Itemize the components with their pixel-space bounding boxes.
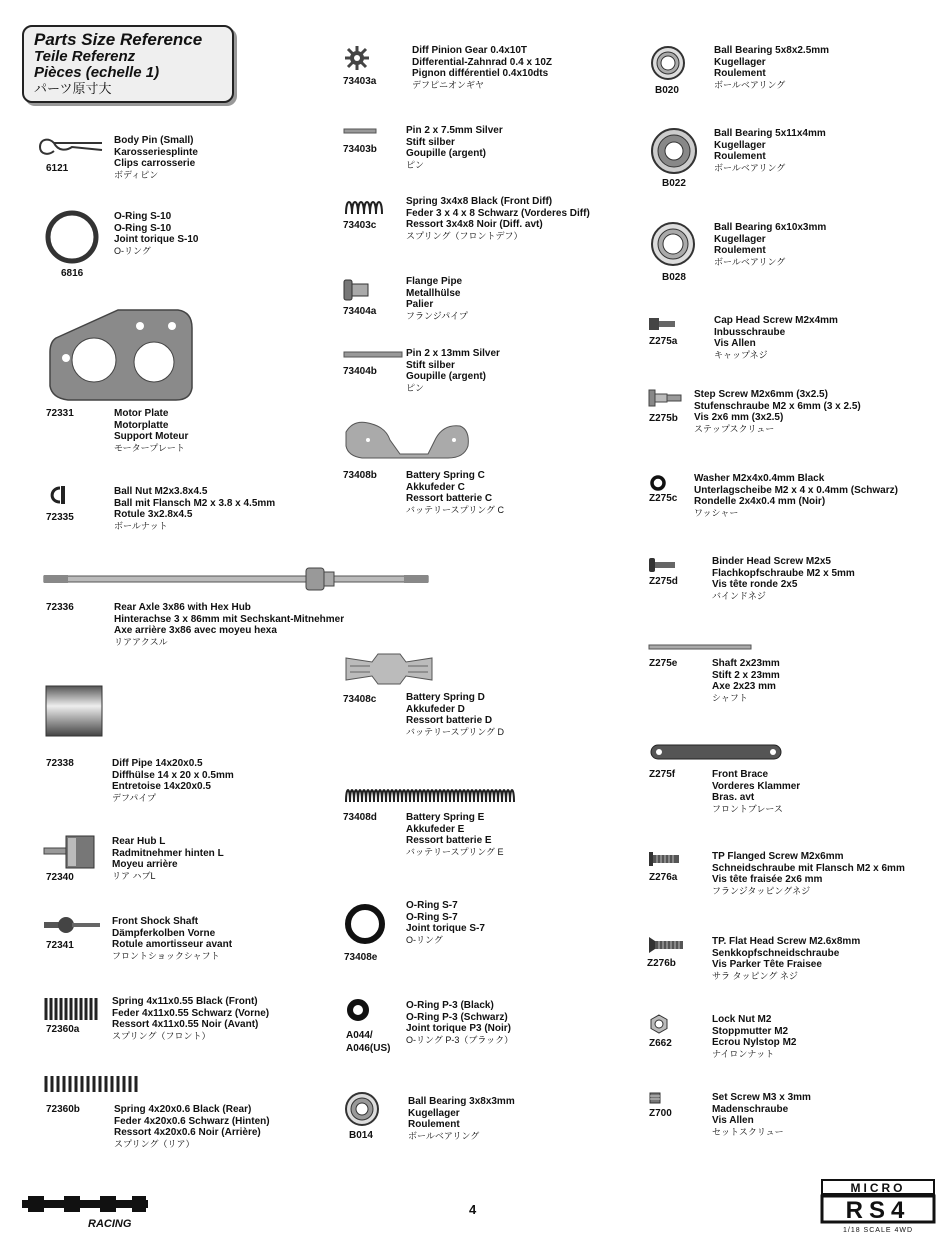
part-code: 73404b (343, 366, 377, 377)
battery-spring-d-icon (344, 652, 434, 686)
part-code: Z275e (649, 658, 678, 669)
part-code: 72338 (46, 758, 74, 769)
part-code: 72360b (46, 1104, 80, 1115)
part-description: Flange Pipe Metallhülse Palier フランジパイプ (406, 276, 468, 321)
part-code: 72336 (46, 602, 74, 613)
shaft-icon (649, 644, 753, 650)
spring-rear-icon (44, 1074, 140, 1094)
part-code: 73403a (343, 76, 377, 87)
part-code: Z275b (649, 413, 678, 424)
part-code: Z275a (649, 336, 678, 347)
part-description: Cap Head Screw M2x4mm Inbusschraube Vis Allen キャップネジ (714, 315, 838, 360)
o-ring-s7-icon (343, 902, 387, 946)
rear-hub-icon (44, 834, 96, 870)
washer-icon (649, 474, 667, 492)
part-code: Z276b (647, 958, 676, 969)
front-shock-shaft-icon (44, 914, 102, 936)
part-code: 72340 (46, 872, 74, 883)
part-description: Motor Plate Motorplatte Support Moteur モータープレート (114, 408, 189, 453)
part-description: Spring 4x11x0.55 Black (Front) Feder 4x11x0.55 Schwarz (Vorne) Ressort 4x11x0.55 Noir (Avant) スプリング（フロント） (112, 996, 270, 1041)
part-description: Pin 2 x 7.5mm Silver Stift silber Goupille (argent) ピン (406, 125, 503, 170)
page-number: 4 (469, 1202, 477, 1217)
diff-pipe-icon (44, 684, 104, 738)
part-description: Binder Head Screw M2x5 Flachkopfschraube M2 x 5mm Vis tête ronde 2x5 バインドネジ (712, 556, 855, 601)
svg-text:MICRO: MICRO (850, 1181, 906, 1195)
diff-spring-icon (344, 198, 386, 216)
part-code: 72331 (46, 408, 74, 419)
part-code: B022 (662, 178, 686, 189)
part-code: 73403b (343, 144, 377, 155)
part-code: B028 (662, 272, 686, 283)
part-description: Diff Pinion Gear 0.4x10T Differential-Zahnrad 0.4 x 10Z Pignon différentiel 0.4x10dts デフピニオンギヤ (412, 45, 553, 90)
part-code: B014 (349, 1130, 373, 1141)
pin-long-icon (344, 351, 404, 359)
svg-text:1/18 SCALE 4WD: 1/18 SCALE 4WD (842, 1227, 914, 1234)
tp-flanged-screw-icon (649, 852, 681, 866)
part-description: Ball Nut M2x3.8x4.5 Ball mit Flansch M2 x 3.8 x 4.5mm Rotule 3x2.8x4.5 ボールナット (114, 486, 276, 531)
motor-plate-icon (46, 306, 194, 402)
part-description: Battery Spring C Akkufeder C Ressort batterie C バッテリースプリング C (406, 470, 505, 515)
ball-nut-icon (46, 485, 68, 505)
cap-head-screw-icon (649, 318, 677, 330)
step-screw-icon (649, 390, 683, 406)
part-code: 73408e (344, 952, 378, 963)
part-code: 6121 (46, 163, 69, 174)
part-description: TP Flanged Screw M2x6mm Schneidschraube mit Flansch M2 x 6mm Vis tête fraisée 2x6 mm フランジタッピングネジ (712, 851, 905, 896)
part-description: O-Ring S-10 O-Ring S-10 Joint torique S-10 O-リング (114, 211, 199, 256)
part-description: Rear Hub L Radmitnehmer hinten L Moyeu arrière リア ハブL (112, 836, 224, 881)
part-description: Pin 2 x 13mm Silver Stift silber Goupille (argent) ピン (406, 348, 500, 393)
pinion-gear-icon (344, 46, 370, 70)
part-code: 73403c (343, 220, 377, 231)
hpi-racing-logo (22, 1196, 152, 1230)
part-description: Front Shock Shaft Dämpferkolben Vorne Rotule amortisseur avant フロントショックシャフト (112, 916, 233, 961)
part-description: Battery Spring E Akkufeder E Ressort batterie E バッテリースプリング E (406, 812, 504, 857)
part-code: 72360a (46, 1024, 80, 1035)
part-code: 73408b (343, 470, 377, 481)
binder-head-screw-icon (649, 558, 677, 572)
front-brace-icon (649, 742, 783, 762)
part-code: Z275d (649, 576, 678, 587)
spring-front-icon (44, 996, 100, 1022)
part-description: Set Screw M3 x 3mm Madenschraube Vis Allen セットスクリュー (712, 1092, 811, 1137)
part-description: Washer M2x4x0.4mm Black Unterlagscheibe M2 x 4 x 0.4mm (Schwarz) Rondelle 2x4x0.4 mm (Noir) ワッシャー (694, 473, 898, 518)
rear-axle-icon (44, 566, 430, 592)
set-screw-icon (650, 1093, 662, 1103)
svg-text:RACING: RACING (88, 1218, 132, 1230)
part-description: Step Screw M2x6mm (3x2.5) Stufenschraube M2 x 6mm (3 x 2.5) Vis 2x6 mm (3x2.5) ステップスクリュー (694, 389, 861, 434)
part-code: Z275f (649, 769, 676, 780)
part-description: TP. Flat Head Screw M2.6x8mm Senkkopfschneidschraube Vis Parker Tête Fraisee サラ タッピング ネジ (712, 936, 861, 981)
part-description: O-Ring S-7 O-Ring S-7 Joint torique S-7 O-リング (406, 900, 485, 945)
micro-rs4-logo (820, 1178, 938, 1236)
battery-spring-e-icon (344, 786, 520, 804)
pin-icon (344, 128, 378, 134)
part-code: 72341 (46, 940, 74, 951)
part-code: B020 (655, 85, 679, 96)
part-code: Z700 (649, 1108, 672, 1119)
title-en: Parts Size Reference (34, 30, 203, 49)
flange-pipe-icon (344, 278, 370, 302)
part-code: Z662 (649, 1038, 672, 1049)
part-description: Shaft 2x23mm Stift 2 x 23mm Axe 2x23 mm シャフト (712, 658, 780, 703)
part-code-alt: A046(US) (346, 1043, 391, 1054)
part-code: 72335 (46, 512, 74, 523)
title-de: Teile Referenz (34, 48, 136, 65)
part-description: Diff Pipe 14x20x0.5 Diffhülse 14 x 20 x 0.5mm Entretoise 14x20x0.5 デフパイプ (112, 758, 234, 803)
parts-size-reference-title-box (22, 25, 234, 103)
part-code: A044/ (346, 1030, 373, 1041)
part-description: Spring 4x20x0.6 Black (Rear) Feder 4x20x0.6 Schwarz (Hinten) Ressort 4x20x0.6 Noir (Arrière) スプリング（リア） (114, 1104, 270, 1149)
o-ring-icon (44, 209, 100, 265)
title-fr: Pièces (echelle 1) (34, 64, 160, 81)
part-code: Z275c (649, 493, 678, 504)
part-code: Z276a (649, 872, 678, 883)
flat-head-screw-icon (649, 937, 685, 953)
ball-bearing-icon (649, 44, 687, 82)
part-code: 73404a (343, 306, 377, 317)
battery-spring-c-icon (344, 418, 470, 462)
part-description: Ball Bearing 3x8x3mm Kugellager Roulement ボールベアリング (408, 1096, 515, 1141)
part-description: Lock Nut M2 Stoppmutter M2 Ecrou Nylstop M2 ナイロンナット (712, 1014, 797, 1059)
part-description: Front Brace Vorderes Klammer Bras. avt フロントブレース (712, 769, 801, 814)
part-description: Spring 3x4x8 Black (Front Diff) Feder 3 x 4 x 8 Schwarz (Vorderes Diff) Ressort 3x4x8 Noir (Diff. avt) スプリング（フロントデフ） (406, 196, 590, 241)
part-code: 6816 (61, 268, 84, 279)
lock-nut-icon (649, 1014, 669, 1034)
part-description: Ball Bearing 6x10x3mm Kugellager Roulement ボールベアリング (714, 222, 827, 267)
title-jp: パーツ原寸大 (34, 81, 112, 96)
ball-bearing-icon (649, 220, 697, 268)
part-description: Body Pin (Small) Karosseriesplinte Clips carrosserie ボディピン (114, 135, 198, 180)
part-code: 73408c (343, 694, 377, 705)
body-pin-icon (36, 134, 106, 160)
part-description: Ball Bearing 5x11x4mm Kugellager Roulement ボールベアリング (714, 128, 826, 173)
ball-bearing-icon (649, 126, 699, 176)
svg-text:RS4: RS4 (845, 1197, 911, 1224)
part-description: Ball Bearing 5x8x2.5mm Kugellager Roulement ボールベアリング (714, 45, 830, 90)
part-description: O-Ring P-3 (Black) O-Ring P-3 (Schwarz) Joint torique P3 (Noir) O-リング P-3（ブラック） (406, 1000, 514, 1045)
ball-bearing-icon (343, 1090, 381, 1128)
o-ring-p3-icon (346, 998, 370, 1022)
part-code: 73408d (343, 812, 377, 823)
part-description: Rear Axle 3x86 with Hex Hub Hinterachse 3 x 86mm mit Sechskant-Mitnehmer Axe arrière 3x86 avec moyeu hexa リアアクスル (114, 602, 345, 647)
part-description: Battery Spring D Akkufeder D Ressort batterie D バッテリースプリング D (406, 692, 505, 737)
